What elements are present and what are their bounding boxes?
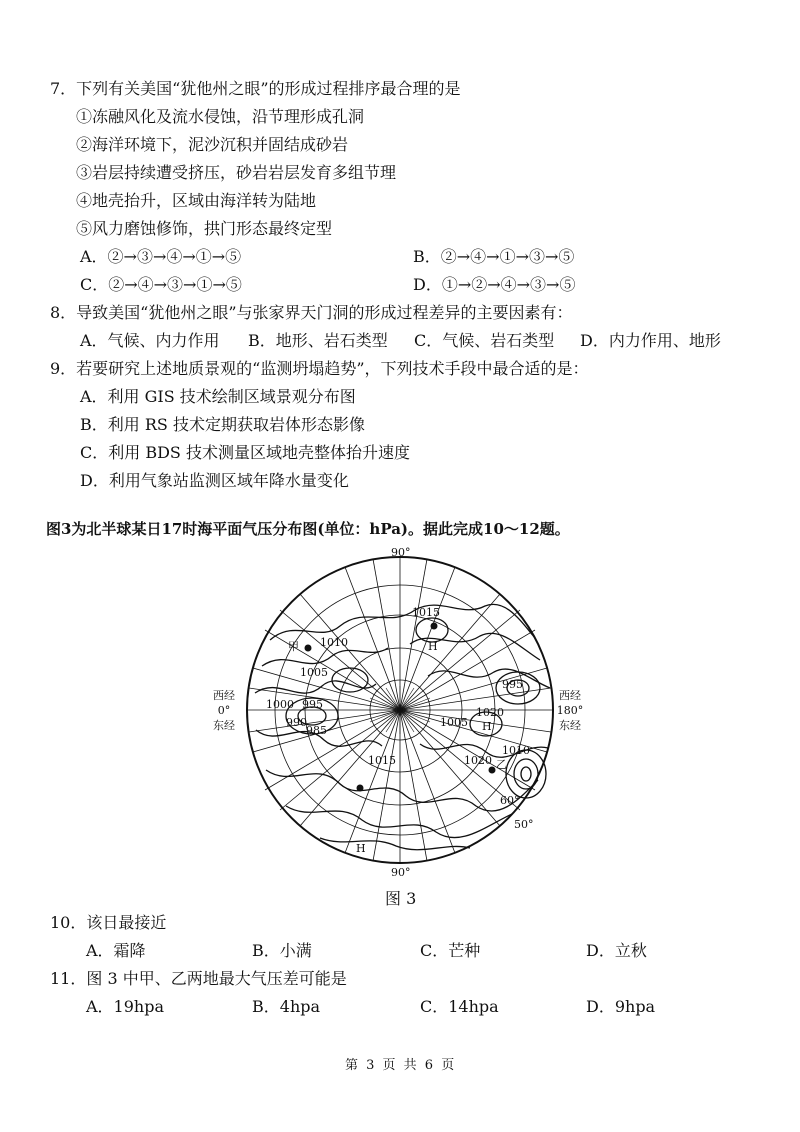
isobar-label: 1015 xyxy=(412,606,440,619)
q8-option-b: B．地形、岩石类型 xyxy=(248,331,388,350)
q7-option-c: C．②→④→③→①→⑤ xyxy=(80,275,242,294)
isobar-label: 1020 xyxy=(476,706,504,719)
pole-hatch xyxy=(370,686,430,734)
latitude-label-50: 50° xyxy=(514,818,534,831)
isobar-label: 985 xyxy=(306,724,327,737)
figure-3-intro: 图3为北半球某日17时海平面气压分布图(单位：hPa)。据此完成10～12题。 xyxy=(46,520,570,538)
q7-option-a: A．②→③→④→①→⑤ xyxy=(80,247,242,266)
high-pressure-label: H xyxy=(356,842,366,855)
q7-statement-3: ③岩层持续遭受挤压，砂岩岩层发育多组节理 xyxy=(76,163,397,182)
question-10-stem: 10．该日最接近 xyxy=(50,913,167,932)
question-11-stem: 11．图 3 中甲、乙两地最大气压差可能是 xyxy=(50,969,347,988)
location-dot xyxy=(357,785,364,792)
isobar-label: 995 xyxy=(502,678,523,691)
point-yi-label: 乙 xyxy=(496,758,507,771)
question-8-stem: 8．导致美国“犹他州之眼”与张家界天门洞的形成过程差异的主要因素有： xyxy=(50,303,573,322)
high-pressure-label: H xyxy=(428,640,438,653)
map-right-label: 西经 180° 东经 xyxy=(556,689,584,732)
isobar-label: 1000 xyxy=(266,698,294,711)
q7-statement-2: ②海洋环境下，泥沙沉积并固结成砂岩 xyxy=(76,135,349,154)
q7-option-b: B．②→④→①→③→⑤ xyxy=(413,247,575,266)
map-left-label: 西经 0° 东经 xyxy=(213,689,235,732)
q11-option-a: A．19hpa xyxy=(86,997,165,1016)
q9-option-c: C．利用 BDS 技术测量区域地壳整体抬升速度 xyxy=(80,443,410,462)
q7-statement-1: ①冻融风化及流水侵蚀，沿节理形成孔洞 xyxy=(76,107,365,126)
q9-option-d: D．利用气象站监测区域年降水量变化 xyxy=(80,471,349,490)
isobar-label: 1010 xyxy=(502,744,530,757)
q10-option-d: D．立秋 xyxy=(586,941,647,960)
q7-option-d: D．①→②→④→③→⑤ xyxy=(413,275,576,294)
map-top-degree: 90° xyxy=(391,546,411,559)
isobar-label: 990 xyxy=(286,716,307,729)
q8-option-d: D．内力作用、地形 xyxy=(580,331,721,350)
map-bottom-degree: 90° xyxy=(391,866,411,879)
question-7-stem: 7．下列有关美国“犹他州之眼”的形成过程排序最合理的是 xyxy=(50,79,461,98)
high-pressure-label: H xyxy=(482,720,492,733)
isobar-label: 1005 xyxy=(300,666,328,679)
q7-statement-5: ⑤风力磨蚀修饰，拱门形态最终定型 xyxy=(76,219,333,238)
question-9-stem: 9．若要研究上述地质景观的“监测坍塌趋势”，下列技术手段中最合适的是： xyxy=(50,359,589,378)
point-jia-dot xyxy=(305,645,312,652)
q11-option-d: D．9hpa xyxy=(586,997,656,1016)
q8-option-a: A．气候、内力作用 xyxy=(80,331,220,350)
pressure-map xyxy=(200,548,600,878)
q7-statement-4: ④地壳抬升，区域由海洋转为陆地 xyxy=(76,191,317,210)
pressure-map-drawing xyxy=(200,548,600,878)
page-footer: 第 3 页 共 6 页 xyxy=(345,1058,457,1073)
point-jia-label: 甲 xyxy=(288,640,299,653)
q10-option-c: C．芒种 xyxy=(420,941,481,960)
point-yi-dot xyxy=(489,767,496,774)
isobar-label: 1015 xyxy=(368,754,396,767)
q10-option-a: A．霜降 xyxy=(86,941,146,960)
q8-option-c: C．气候、岩石类型 xyxy=(414,331,555,350)
q11-option-b: B．4hpa xyxy=(252,997,321,1016)
q11-option-c: C．14hpa xyxy=(420,997,499,1016)
isobar-label: 995 xyxy=(302,698,323,711)
isobar-label: 1005 xyxy=(440,716,468,729)
isobar-label: 1020 xyxy=(464,754,492,767)
isobar-label: 1010 xyxy=(320,636,348,649)
q9-option-b: B．利用 RS 技术定期获取岩体形态影像 xyxy=(80,415,365,434)
q10-option-b: B．小满 xyxy=(252,941,312,960)
latitude-label-60: 60° xyxy=(500,794,520,807)
q9-option-a: A．利用 GIS 技术绘制区域景观分布图 xyxy=(80,387,356,406)
location-dot xyxy=(431,623,438,630)
figure-3-caption: 图 3 xyxy=(385,889,417,908)
